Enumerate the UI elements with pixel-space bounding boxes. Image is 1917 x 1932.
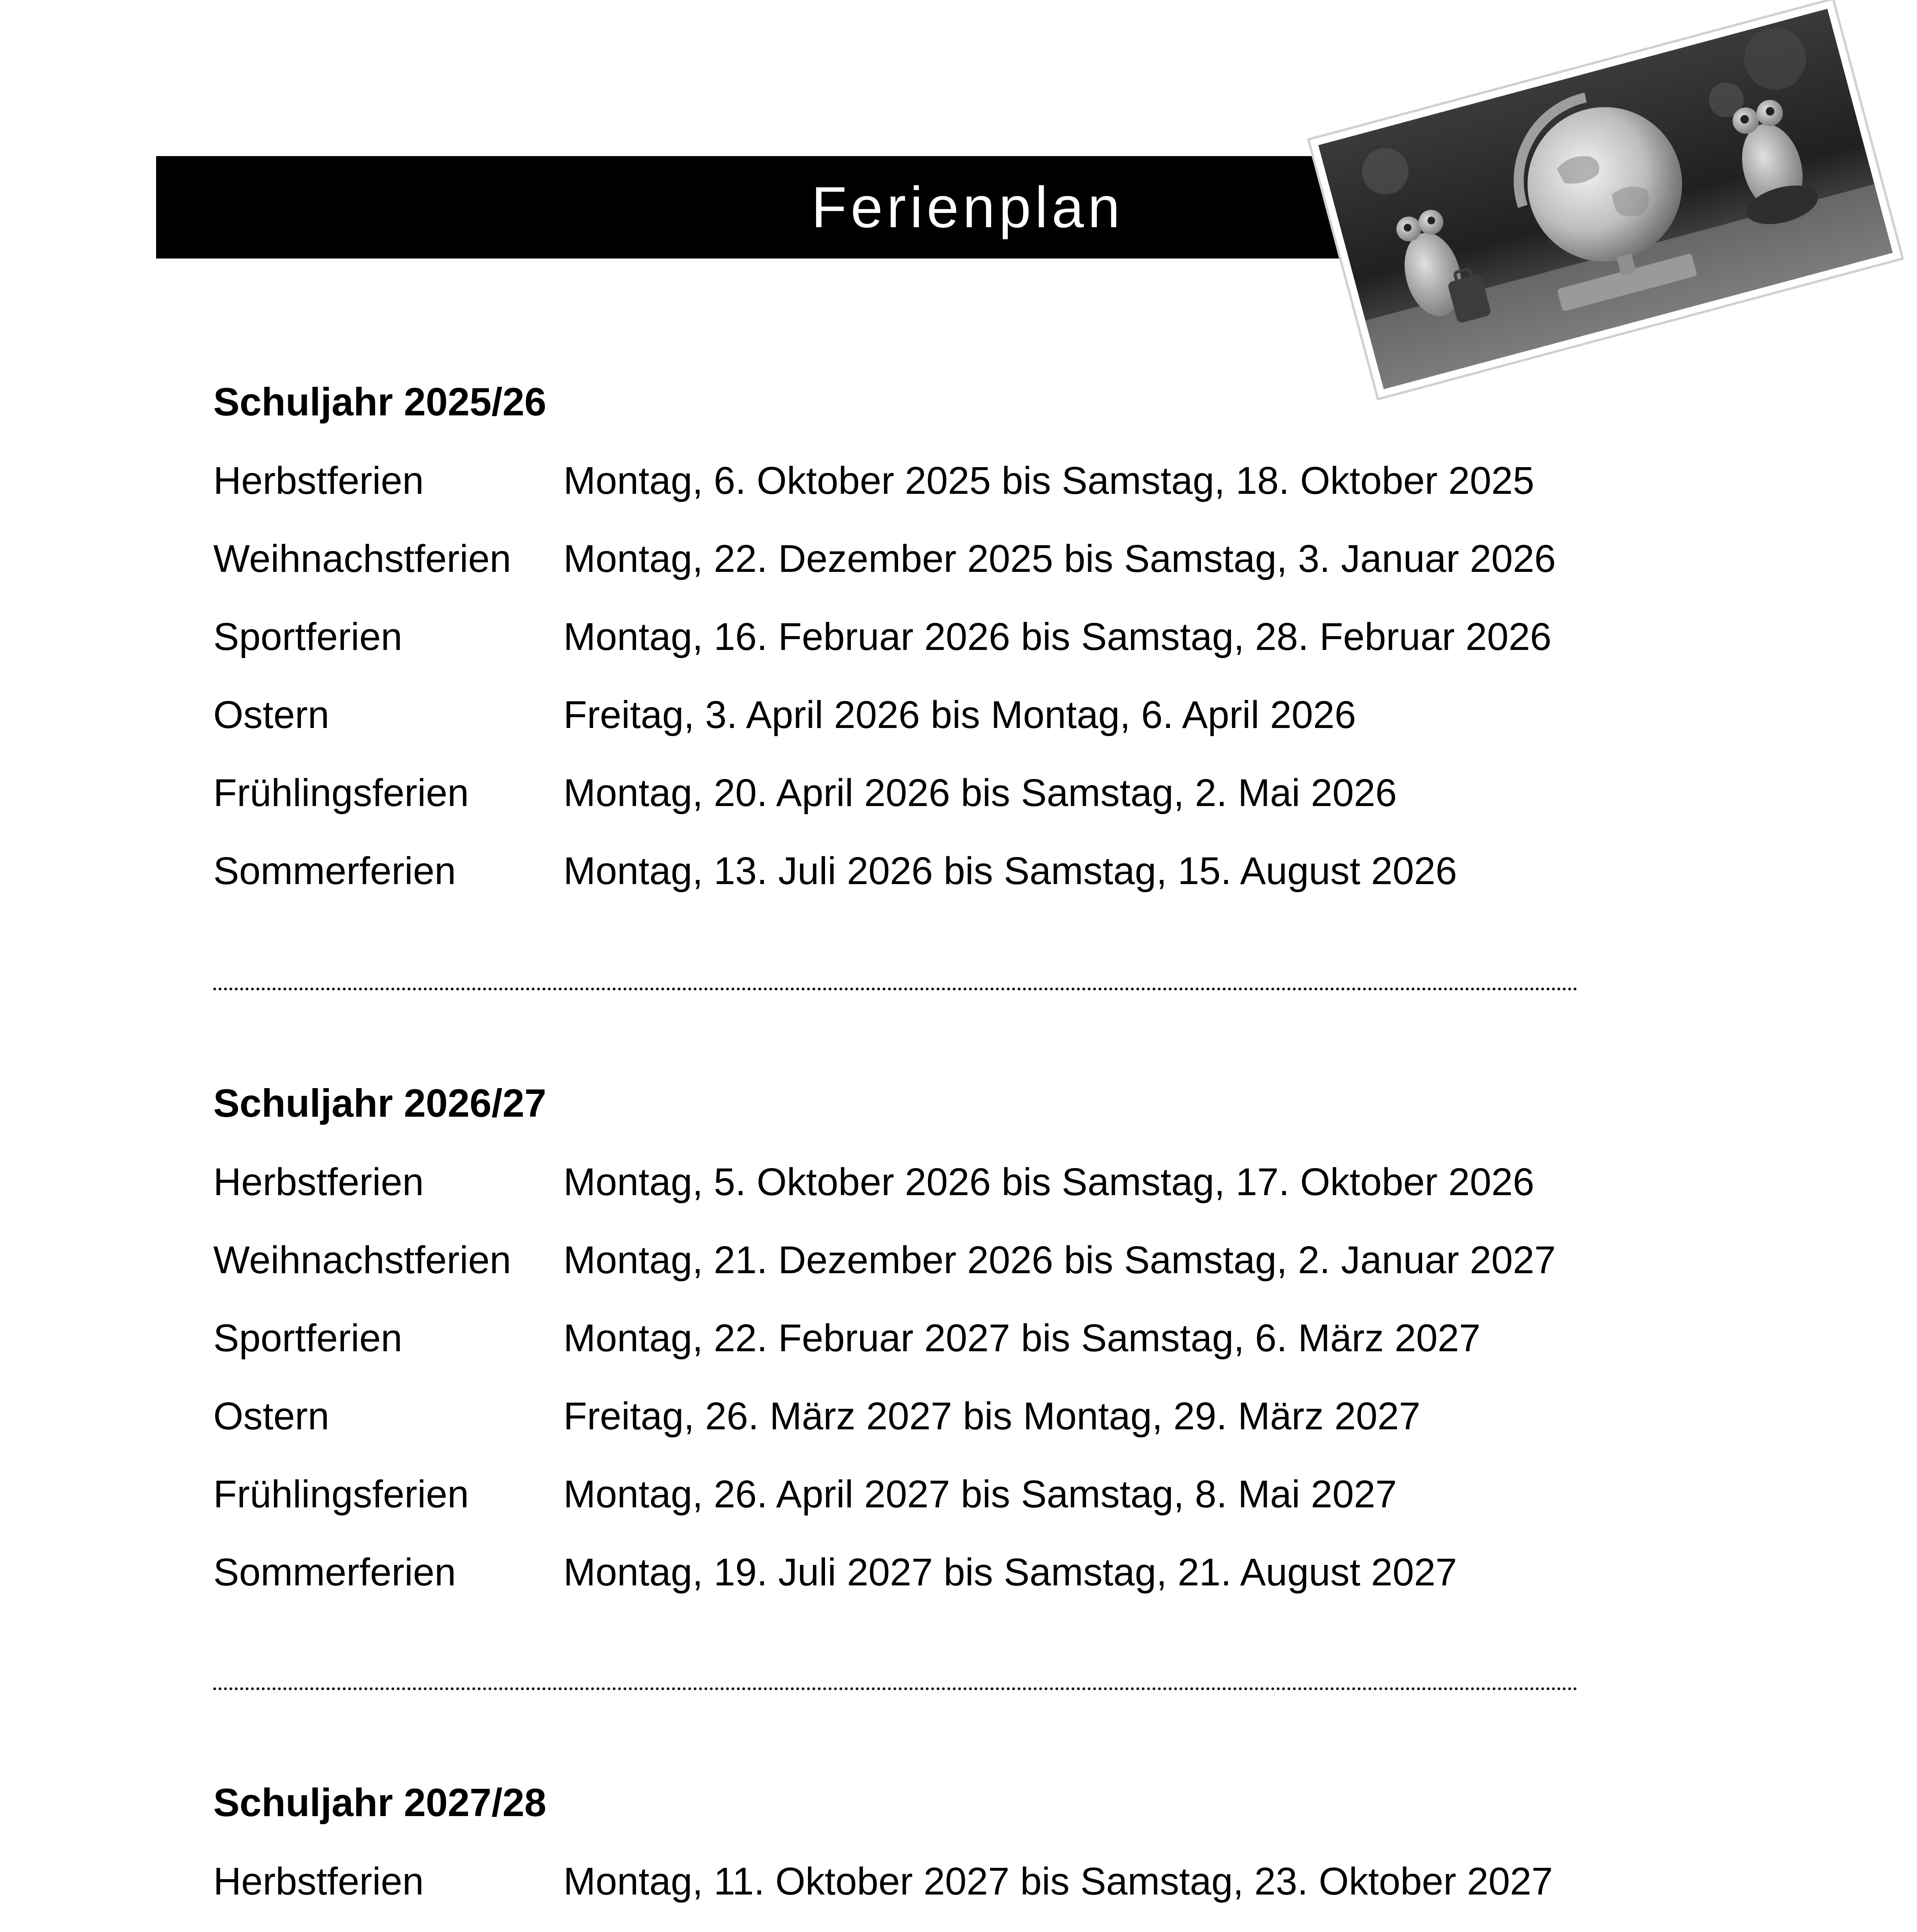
holiday-row [213,1439,1604,1517]
holiday-name: Frühlingsferien [213,1473,469,1516]
holiday-dates: Montag, 26. April 2027 bis Samstag, 8. Mai 2027 [563,1473,1397,1516]
holiday-name: Sommerferien [213,1551,456,1594]
holiday-dates: Montag, 6. Oktober 2025 bis Samstag, 18. Oktober 2025 [563,459,1534,502]
holiday-row [213,581,1604,659]
holiday-name: Herbstferien [213,459,424,502]
holiday-dates: Montag, 22. Februar 2027 bis Samstag, 6. März 2027 [563,1316,1481,1360]
holiday-name: Herbstferien [213,1160,424,1204]
holiday-dates: Montag, 21. Dezember 2026 bis Samstag, 2. Januar 2027 [563,1238,1556,1282]
page-title: Ferienplan [811,175,1124,240]
holiday-row [213,1904,1604,1932]
section-divider [213,1687,1577,1690]
school-year-2025-26 [213,379,1604,893]
school-year-heading: Schuljahr 2027/28 [213,1781,546,1825]
holiday-dates: Freitag, 3. April 2026 bis Montag, 6. April 2026 [563,693,1356,736]
holiday-name: Sportferien [213,1316,403,1360]
holiday-name: Ostern [213,1395,330,1438]
holiday-name: Herbstferien [213,1860,424,1903]
holiday-row [213,1204,1604,1282]
holiday-dates: Montag, 16. Februar 2026 bis Samstag, 28. Februar 2026 [563,615,1552,658]
holiday-dates: Montag, 5. Oktober 2026 bis Samstag, 17. Oktober 2026 [563,1160,1534,1204]
holiday-row [213,1517,1604,1595]
section-divider [213,988,1577,990]
holiday-name: Sportferien [213,615,403,658]
holiday-dates: Montag, 20. April 2026 bis Samstag, 2. Mai 2026 [563,771,1397,815]
frogs-with-globe-photo [1310,0,1902,398]
holiday-name: Weihnachstferien [213,1238,511,1282]
holiday-row [213,1126,1604,1204]
holiday-name: Weihnachstferien [213,537,511,580]
holiday-dates: Montag, 11. Oktober 2027 bis Samstag, 23. Oktober 2027 [563,1860,1553,1903]
holiday-name: Sommerferien [213,849,456,893]
school-year-2027-28 [213,1779,1604,1932]
holiday-dates: Montag, 22. Dezember 2025 bis Samstag, 3. Januar 2026 [563,537,1556,580]
school-year-heading: Schuljahr 2025/26 [213,380,546,424]
school-year-heading: Schuljahr 2026/27 [213,1081,546,1125]
school-year-2026-27 [213,1080,1604,1595]
holiday-row [213,815,1604,893]
holiday-dates: Montag, 19. Juli 2027 bis Samstag, 21. August 2027 [563,1551,1457,1594]
holiday-row [213,659,1604,737]
holiday-dates: Montag, 13. Juli 2026 bis Samstag, 15. August 2026 [563,849,1457,893]
holiday-row [213,1282,1604,1361]
holiday-row [213,503,1604,581]
holiday-row [213,1826,1604,1904]
holiday-name: Frühlingsferien [213,771,469,815]
photo-illustration [1318,9,1893,389]
holiday-name: Ostern [213,693,330,736]
holiday-row [213,1361,1604,1439]
holiday-row [213,425,1604,503]
holiday-dates: Freitag, 26. März 2027 bis Montag, 29. März 2027 [563,1395,1420,1438]
holiday-row [213,737,1604,815]
